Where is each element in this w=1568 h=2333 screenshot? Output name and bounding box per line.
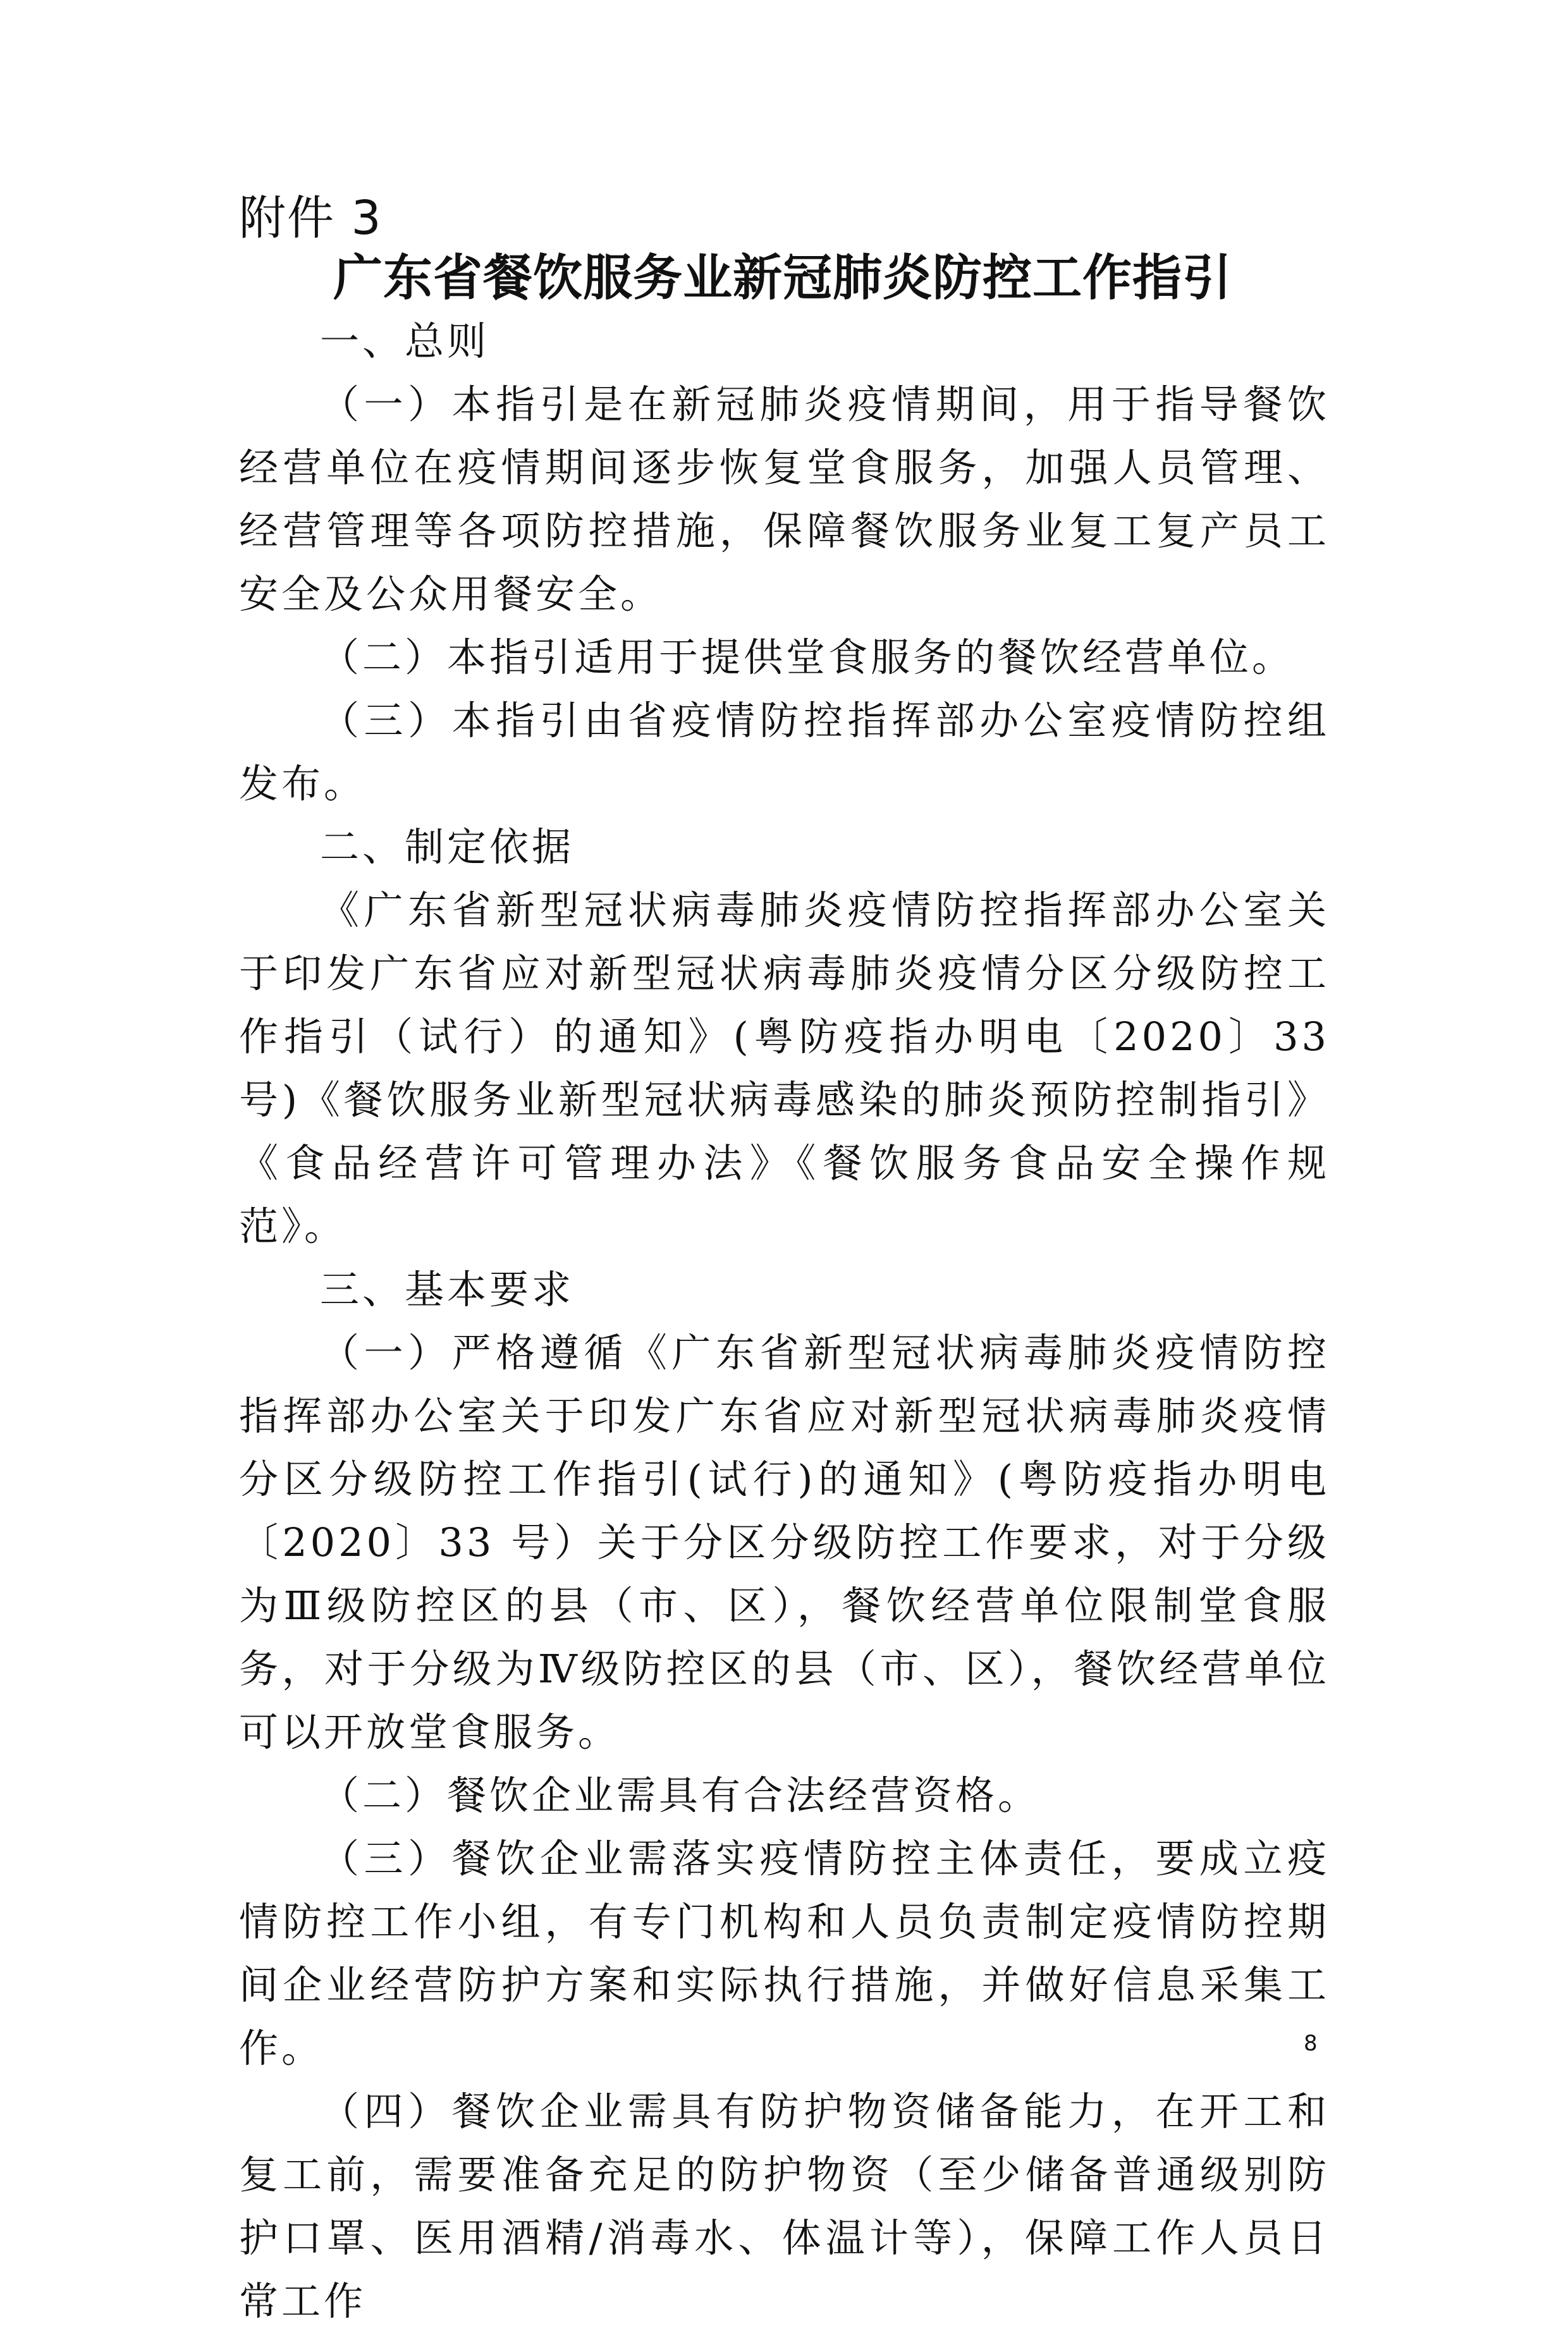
paragraph: （三）本指引由省疫情防控指挥部办公室疫情防控组发布。 (239, 697, 1330, 807)
paragraph: （二）餐饮企业需具有合法经营资格。 (320, 1772, 1041, 1818)
section-heading-basis: 二、制定依据 (320, 824, 575, 870)
paragraph: 《广东省新型冠状病毒肺炎疫情防控指挥部办公室关于印发广东省应对新型冠状病毒肺炎疫情分区分级防控工作指引（试行）的通知》(粤防疫指办明电〔2020〕33 号)《餐饮服务业新型冠状病毒感染的肺炎预防控制指引》《食品经营许可管理办法》《餐饮服务食品安全操作规范》。 (239, 887, 1330, 1249)
paragraph: （二）本指引适用于提供堂食服务的餐饮经营单位。 (320, 634, 1295, 680)
paragraph: （三）餐饮企业需落实疫情防控主体责任，要成立疫情防控工作小组，有专门机构和人员负责制定疫情防控期间企业经营防护方案和实际执行措施，并做好信息采集工作。 (239, 1835, 1330, 2071)
paragraph: （四）餐饮企业需具有防护物资储备能力，在开工和复工前，需要准备充足的防护物资（至少储备普通级别防护口罩、医用酒精/消毒水、体温计等），保障工作人员日常工作 (239, 2088, 1330, 2324)
section-heading-general: 一、总则 (320, 318, 490, 364)
attachment-label: 附件 3 (239, 191, 383, 245)
section-heading-requirements: 三、基本要求 (320, 1266, 575, 1313)
paragraph: （一）本指引是在新冠肺炎疫情期间，用于指导餐饮经营单位在疫情期间逐步恢复堂食服务，加强人员管理、经营管理等各项防控措施，保障餐饮服务业复工复产员工安全及公众用餐安全。 (239, 381, 1330, 617)
document-title: 广东省餐饮服务业新冠肺炎防控工作指引 (333, 249, 1232, 307)
page-number: 8 (1304, 2031, 1318, 2056)
document-body (239, 310, 1330, 2333)
paragraph: （一）严格遵循《广东省新型冠状病毒肺炎疫情防控指挥部办公室关于印发广东省应对新型冠状病毒肺炎疫情分区分级防控工作指引(试行)的通知》(粤防疫指办明电〔2020〕33 号）关于分区分级防控工作要求，对于分级为Ⅲ级防控区的县（市、区），餐饮经营单位限制堂食服务，对于分级为Ⅳ级防控区的县（市、区），餐饮经营单位可以开放堂食服务。 (239, 1330, 1330, 1755)
